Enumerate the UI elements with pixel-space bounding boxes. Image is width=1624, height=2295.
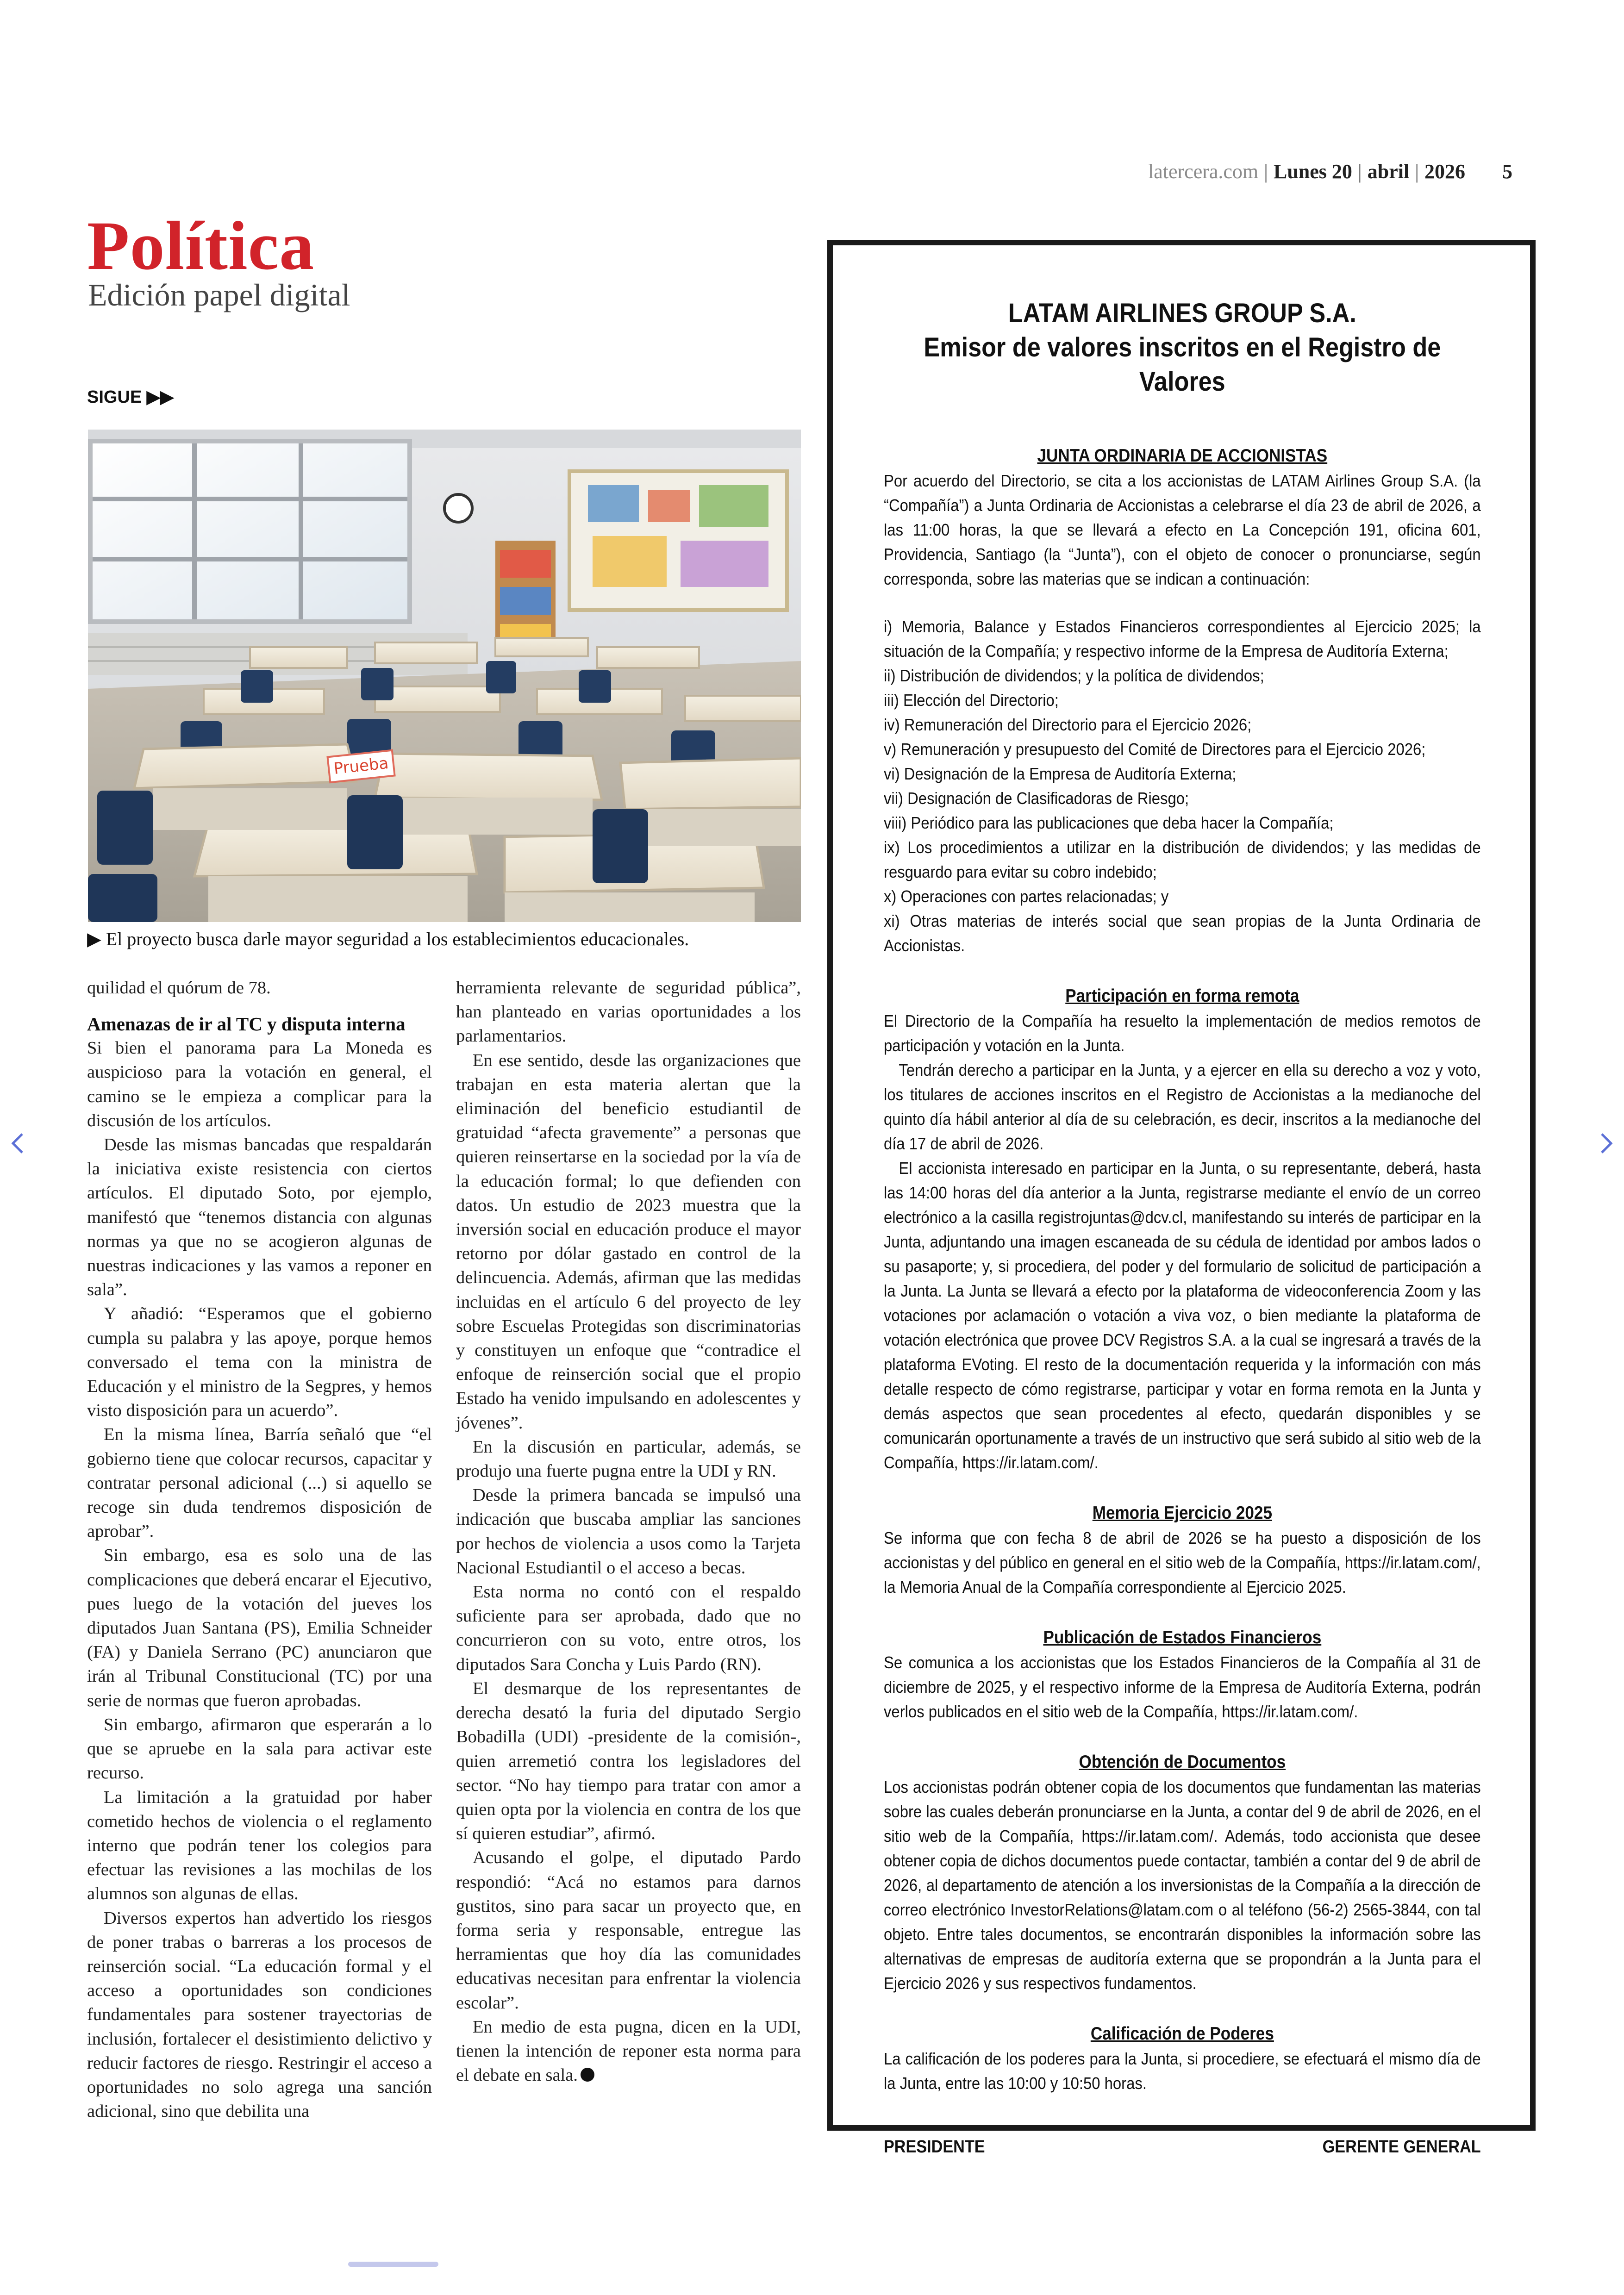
article-last-line: En medio de esta pugna, dicen en la UDI, tienen la intención de reponer esta norma para el debate en sala. xyxy=(456,2017,801,2085)
horizontal-scrollbar[interactable] xyxy=(348,2262,438,2267)
article-paragraph: Desde la primera bancada se impulsó una indicación que buscaba ampliar las sanciones por hechos de violencia a usos como la Tarjeta Nacional Estudiantil o el acceso a becas. xyxy=(456,1485,801,1578)
agenda-item: vii) Designación de Clasificadoras de Riesgo; xyxy=(884,789,1189,808)
masthead: latercera.com | Lunes 20 | abril | 2026 5 xyxy=(1148,160,1512,183)
notice-heading-junta: JUNTA ORDINARIA DE ACCIONISTAS xyxy=(1037,446,1328,466)
agenda-item: iv) Remuneración del Directorio para el Ejercicio 2026; xyxy=(884,715,1252,734)
article-paragraph: La limitación a la gratuidad por haber cometido hechos de violencia o el reglamento interno que podrán tener los colegios para efectuar las revisiones a las mochilas de los alumnos son algunas de ellas. xyxy=(87,1787,432,1904)
article-paragraph: Si bien el panorama para La Moneda es auspicioso para la votación en general, el camino se le empieza a complicar para la discusión de los artículos. xyxy=(87,1038,432,1130)
article-paragraph: Sin embargo, afirmaron que esperarán a lo que se apruebe en la sala para activar este recurso. xyxy=(87,1715,432,1783)
prev-page-button[interactable] xyxy=(8,1129,27,1157)
article-column-2 xyxy=(456,976,801,2087)
legal-notice-content xyxy=(884,296,1481,2162)
notice-heading-docs: Obtención de Documentos xyxy=(1079,1752,1286,1772)
notice-heading-poderes: Calificación de Poderes xyxy=(1090,2024,1274,2044)
sigue-label: SIGUE ▶▶ xyxy=(87,387,174,407)
chevron-right-icon xyxy=(1597,1129,1616,1157)
notice-docs: Los accionistas podrán obtener copia de los documentos que fundamentan las materias sobre las cuales deberán pronunciarse en la Junta, a contar del 9 de abril de 2026, en el sitio web de la Compañía, https://ir.latam.com/. Además, todo accionista que desee obtener copia de dichos documentos puede contactar, también a contar del 9 de abril de 2026, al departamento de atención a los inversionistas de la Compañía a la dirección de correo electrónico InvestorRelations@latam.com o al teléfono (56-2) 2565-3844, con tal objeto. Entre tales documentos, se encontrarán disponibles la información sobre las alternativas de empresas de auditoría externa que se propondrán a la Junta para el Ejercicio 2026 y sus respectivos fundamentos. xyxy=(884,1777,1481,1993)
article-paragraph: En la misma línea, Barría señaló que “el gobierno tiene que colocar recursos, capacitar y contratar personal adicional (...) si aquello se recoge sin duda tendremos disposición de aprobar”. xyxy=(87,1425,432,1541)
article-paragraph xyxy=(456,2015,801,2088)
article-paragraph: En la discusión en particular, además, se produjo una fuerte pugna entre la UDI y RN. xyxy=(456,1437,801,1481)
article-paragraph: Acusando el golpe, el diputado Pardo respondió: “Acá no estamos para darnos gustitos, sino para sacar un proyecto que, en forma seria y responsable, entregue las herramientas que hoy día las comunidades educativas necesitan para enfrentar la violencia escolar”. xyxy=(456,1848,801,2013)
site-name[interactable]: latercera.com xyxy=(1148,160,1259,183)
agenda-item: xi) Otras materias de interés social que sean propias de la Junta Ordinaria de Accionistas. xyxy=(884,911,1481,955)
notice-remote-paragraph: Tendrán derecho a participar en la Junta, y a ejercer en ella su derecho a voz y voto, los titulares de acciones inscritos en el Registro de Accionistas a la medianoche del quinto día hábil anterior al día de su celebración, es decir, inscritos a la medianoche del día 17 de abril de 2026. xyxy=(884,1060,1481,1153)
article-paragraph: Diversos expertos han advertido los riesgos de poner trabas o barreras a los procesos de reinserción social. “La educación formal y el acceso a oportunidades son condiciones fundamentales para sostener trayectorias de inclusión, fortalecer el desistimiento delictivo y reducir factores de riesgo. Restringir el acceso a oportunidades no solo agrega una sanción adicional, sino que debilita una xyxy=(87,1908,432,2121)
notice-memoria: Se informa que con fecha 8 de abril de 2026 se ha puesto a disposición de los accionistas y del público en general en el sitio web de la Compañía, https://ir.latam.com/, la Memoria Anual de la Compañía correspondiente al Ejercicio 2025. xyxy=(884,1528,1481,1597)
notice-remote-paragraph: El accionista interesado en participar en la Junta, o su representante, deberá, hasta las 14:00 horas del día anterior a la Junta, registrarse mediante el envío de un correo electrónico a la casilla registrojuntas@dcv.cl, manifestando su interés de participar en la Junta, adjuntando una imagen escaneada de su cédula de identidad por ambos lados o su pasaporte; y, si procediera, del poder y del formulario de solicitud de participación a la Junta. La Junta se llevará a efecto por la plataforma de videoconferencia Zoom y las votaciones por aclamación o votación a viva voz, o bien mediante la plataforma de votación electrónica que provee DCV Registros S.A. a la cual se ingresará a través de la plataforma EVoting. El resto de la documentación requerida y la información con más detalle respecto de cómo registrarse, participar y votar en forma remota en la Junta y demás aspectos que sean procedentes al efecto, quedarán disponibles y se comunicarán oportunamente a través de un instructivo que será subido al sitio web de la Compañía, https://ir.latam.com/. xyxy=(884,1159,1481,1472)
signature-line xyxy=(884,2137,1481,2162)
agenda-item: v) Remuneración y presupuesto del Comité de Directores para el Ejercicio 2026; xyxy=(884,740,1426,759)
article-column-1 xyxy=(87,976,432,2123)
notice-poderes: La calificación de los poderes para la Junta, si procediere, se efectuará el mismo día de la Junta, entre las 10:00 y 10:50 horas. xyxy=(884,2049,1481,2093)
page-number: 5 xyxy=(1502,160,1512,183)
agenda-item: i) Memoria, Balance y Estados Financieros correspondientes al Ejercicio 2025; la situación de la Compañía; y respectivo informe de la Empresa de Auditoría Externa; xyxy=(884,617,1481,661)
notice-intro: Por acuerdo del Directorio, se cita a los accionistas de LATAM Airlines Group S.A. (la “Compañía”) a Junta Ordinaria de Accionistas a celebrarse el día 23 de abril de 2026, a las 11:00 horas, la que se llevará a efecto en La Concepción 191, oficina 601, Providencia, Santiago (la “Junta”), con el objeto de conocer o pronunciarse, según corresponda, sobre las materias que se indican a continuación: xyxy=(884,471,1481,588)
article-paragraph: El desmarque de los representantes de derecha desató la furia del diputado Sergio Bobadilla (UDI) -presidente de la comisión-, quien arremetió contra los legisladores del sector. “No hay tiempo para tratar con amor a quien opta por la violencia en contra de los que sí quieren estudiar”, afirmó. xyxy=(456,1678,801,1844)
masthead-year: 2026 xyxy=(1424,160,1465,183)
section-title: Política xyxy=(87,207,315,284)
article-paragraph: Y añadió: “Esperamos que el gobierno cumpla su palabra y las apoye, porque hemos conversado el tema con la ministra de Educación y el ministro de la Segpres, y hemos visto disposición para un acuerdo”. xyxy=(87,1304,432,1421)
signature-presidente: PRESIDENTE xyxy=(884,2137,985,2157)
agenda-item: ix) Los procedimientos a utilizar en la distribución de dividendos; y las medidas de resguardo para evitar su cobro indebido; xyxy=(884,838,1481,881)
agenda-item: vi) Designación de la Empresa de Auditoría Externa; xyxy=(884,764,1237,783)
legal-notice-box xyxy=(827,240,1536,2157)
article-paragraph: herramienta relevante de seguridad pública”, han planteado en varias oportunidades a los parlamentarios. xyxy=(456,978,801,1046)
notice-heading-estados: Publicación de Estados Financieros xyxy=(1043,1628,1322,1647)
agenda-list xyxy=(884,614,1481,958)
article-paragraph: Sin embargo, esa es solo una de las complicaciones que deberá encarar el Ejecutivo, pues luego de la votación del jueves los diputados Juan Santana (PS), Emilia Schneider (FA) y Daniela Serrano (PC) anunciaron que irán al Tribunal Constitucional (TC) por una serie de normas que fueron aprobadas. xyxy=(87,1546,432,1710)
notice-issuer: Emisor de valores inscritos en el Registro de Valores xyxy=(924,332,1441,397)
next-page-button[interactable] xyxy=(1597,1129,1616,1157)
agenda-item: iii) Elección del Directorio; xyxy=(884,691,1059,710)
notice-heading-memoria: Memoria Ejercicio 2025 xyxy=(1092,1503,1272,1523)
article-paragraph: Desde las mismas bancadas que respaldarán la iniciativa existe resistencia con ciertos artículos. El diputado Soto, por ejemplo, manifestó que “tenemos distancia con algunas normas ya que no se acogieron algunas de nuestras indicaciones y las vamos a reponer en sala”. xyxy=(87,1135,432,1300)
article-paragraph: En ese sentido, desde las organizaciones que trabajan en esta materia alertan que la eliminación del beneficio estudiantil de gratuidad “afecta gravemente” a personas que quieren reinsertarse en la sociedad por la vía de la educación formal; lo que defienden con datos. Un estudio de 2023 muestra que la inversión social en educación produce el mayor retorno por dólar gastado en control de la delincuencia. Además, afirman que las medidas incluidas en el artículo 6 del proyecto de ley sobre Escuelas Protegidas son discriminatorias y constituyen un enfoque que “contradice el enfoque de reinserción social que el propio Estado ha venido impulsando en adolescentes y jóvenes”. xyxy=(456,1050,801,1433)
agenda-item: x) Operaciones con partes relacionadas; y xyxy=(884,887,1169,906)
notice-estados: Se comunica a los accionistas que los Estados Financieros de la Compañía al 31 de diciembre de 2025, y el respectivo informe de la Empresa de Auditoría Externa, podrán verlos publicados en el sitio web de la Compañía, https://ir.latam.com/. xyxy=(884,1653,1481,1721)
agenda-item: ii) Distribución de dividendos; y la política de dividendos; xyxy=(884,666,1264,685)
chevron-left-icon xyxy=(8,1129,27,1157)
desk-label: Prueba xyxy=(332,754,390,779)
notice-company: LATAM AIRLINES GROUP S.A. xyxy=(1008,298,1356,328)
signature-gerente: GERENTE GENERAL xyxy=(1322,2137,1481,2157)
classroom-photo xyxy=(88,430,801,922)
notice-heading-remote: Participación en forma remota xyxy=(1065,986,1299,1006)
article-paragraph: quilidad el quórum de 78. xyxy=(87,978,271,998)
section-subtitle: Edición papel digital xyxy=(88,277,350,312)
article-subheading: Amenazas de ir al TC y disputa interna xyxy=(87,1013,406,1035)
end-mark-icon xyxy=(581,2068,594,2082)
masthead-weekday: Lunes 20 xyxy=(1273,160,1352,183)
agenda-item: viii) Periódico para las publicaciones que deba hacer la Compañía; xyxy=(884,813,1334,832)
photo-caption: ▶ El proyecto busca darle mayor seguridad a los establecimientos educacionales. xyxy=(87,929,689,949)
notice-remote-paragraph: El Directorio de la Compañía ha resuelto la implementación de medios remotos de participación y votación en la Junta. xyxy=(884,1011,1481,1055)
masthead-month: abril xyxy=(1367,160,1410,183)
article-paragraph: Esta norma no contó con el respaldo suficiente para ser aprobada, dado que no concurrieron con su voto, entre otros, los diputados Sara Concha y Luis Pardo (RN). xyxy=(456,1582,801,1674)
